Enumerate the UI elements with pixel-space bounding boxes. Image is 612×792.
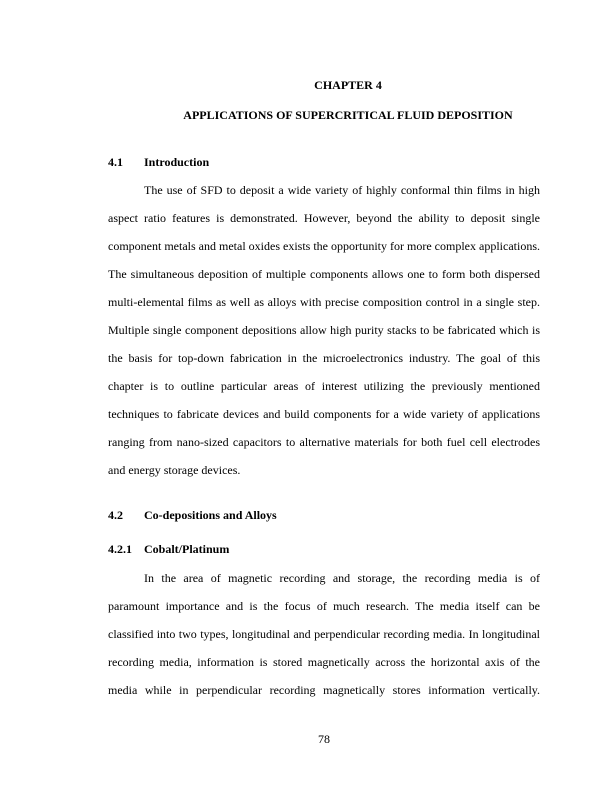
paragraph-line: ranging from nano-sized capacitors to alternative materials for both fuel cell electrodes <box>108 435 540 449</box>
paragraph-line: the basis for top-down fabrication in the microelectronics industry. The goal of this <box>108 351 540 365</box>
paragraph-line: media while in perpendicular recording magnetically stores information vertically. <box>108 683 540 697</box>
section-number: 4.1 <box>108 155 123 169</box>
chapter-label: CHAPTER 4 <box>314 78 382 92</box>
section-title: Cobalt/Platinum <box>144 542 230 556</box>
section-title: Introduction <box>144 155 210 169</box>
paragraph-line: component metals and metal oxides exists the opportunity for more complex applications. <box>108 239 540 253</box>
paragraph-line: multi-elemental films as well as alloys with precise composition control in a single step. <box>108 295 540 309</box>
paragraph-line: paramount importance and is the focus of much research. The media itself can be <box>108 599 540 613</box>
subsection-heading-cobalt-platinum <box>108 542 229 557</box>
paragraph-line: and energy storage devices. <box>108 463 241 477</box>
chapter-title: APPLICATIONS OF SUPERCRITICAL FLUID DEPOSITION <box>183 108 513 122</box>
section-heading-co-depositions <box>108 508 277 523</box>
introduction-paragraph <box>108 176 540 484</box>
paragraph-line: The use of SFD to deposit a wide variety of highly conformal thin films in high <box>144 183 540 197</box>
paragraph-line: recording media, information is stored magnetically across the horizontal axis of the <box>108 655 540 669</box>
paragraph-line: techniques to fabricate devices and build components for a wide variety of applications <box>108 407 540 421</box>
section-number: 4.2 <box>108 508 123 522</box>
section-heading-introduction <box>108 155 209 170</box>
paragraph-line: In the area of magnetic recording and storage, the recording media is of <box>144 571 540 585</box>
cobalt-platinum-paragraph <box>108 564 540 704</box>
paragraph-line: chapter is to outline particular areas of interest utilizing the previously mentioned <box>108 379 540 393</box>
paragraph-line: aspect ratio features is demonstrated. However, beyond the ability to deposit single <box>108 211 540 225</box>
section-number: 4.2.1 <box>108 542 132 556</box>
paragraph-line: classified into two types, longitudinal and perpendicular recording media. In longitudinal <box>108 627 540 641</box>
page-number: 78 <box>318 732 330 746</box>
section-title: Co-depositions and Alloys <box>144 508 277 522</box>
paragraph-line: Multiple single component depositions allow high purity stacks to be fabricated which is <box>108 323 540 337</box>
paragraph-line: The simultaneous deposition of multiple components allows one to form both dispersed <box>108 267 540 281</box>
